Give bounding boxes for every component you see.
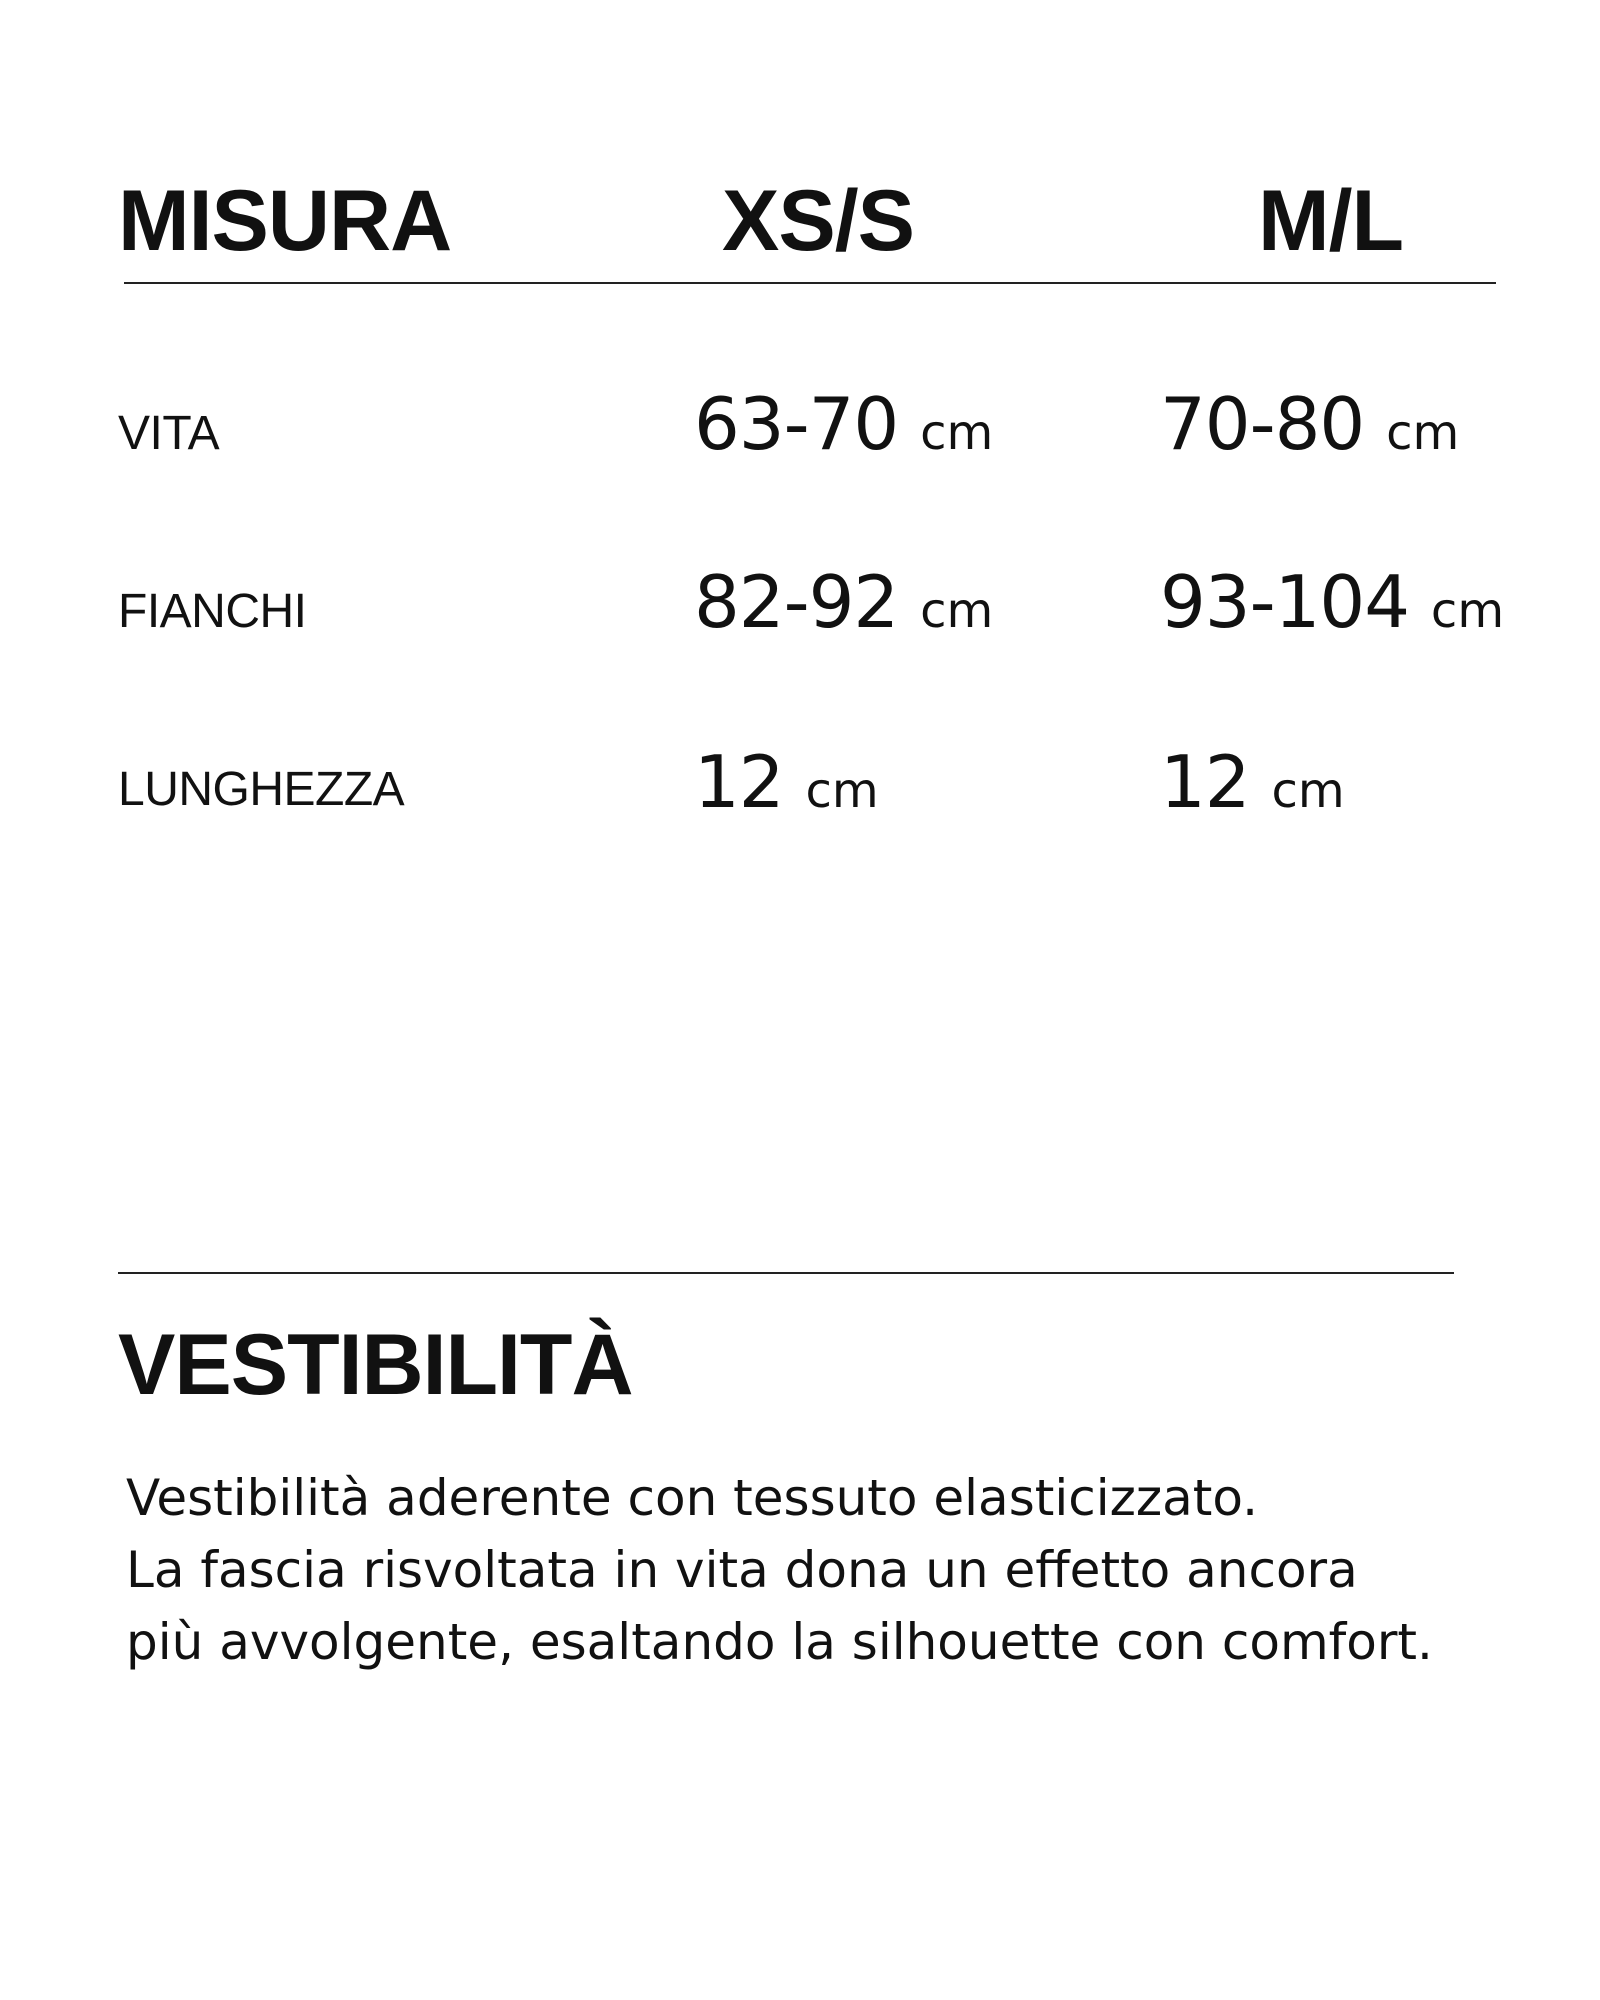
value-fianchi-m-l: 93-104 cm — [1160, 560, 1505, 644]
size-table-header-label: MISURA — [118, 173, 452, 269]
row-label-vita: VITA — [118, 407, 220, 460]
fit-section-title: VESTIBILITÀ — [118, 1317, 633, 1413]
value-vita-m-l: 70-80 cm — [1160, 382, 1460, 466]
value-fianchi-xs-s: 82-92 cm — [694, 560, 994, 644]
fit-section-divider — [118, 1272, 1454, 1274]
value-vita-xs-s: 63-70 cm — [694, 382, 994, 466]
fit-description-line: La fascia risvoltata in vita dona un effetto ancora — [126, 1541, 1358, 1599]
header-divider — [124, 282, 1496, 284]
fit-description-line: più avvolgente, esaltando la silhouette con comfort. — [126, 1613, 1433, 1671]
size-column-header-m-l: M/L — [1258, 173, 1404, 269]
row-label-fianchi: FIANCHI — [118, 585, 307, 638]
size-column-header-xs-s: XS/S — [722, 173, 914, 269]
row-label-lunghezza: LUNGHEZZA — [118, 763, 405, 816]
fit-description — [126, 1462, 1576, 1678]
value-lunghezza-xs-s: 12 cm — [694, 740, 879, 824]
value-lunghezza-m-l: 12 cm — [1160, 740, 1345, 824]
fit-description-line: Vestibilità aderente con tessuto elasticizzato. — [126, 1469, 1258, 1527]
